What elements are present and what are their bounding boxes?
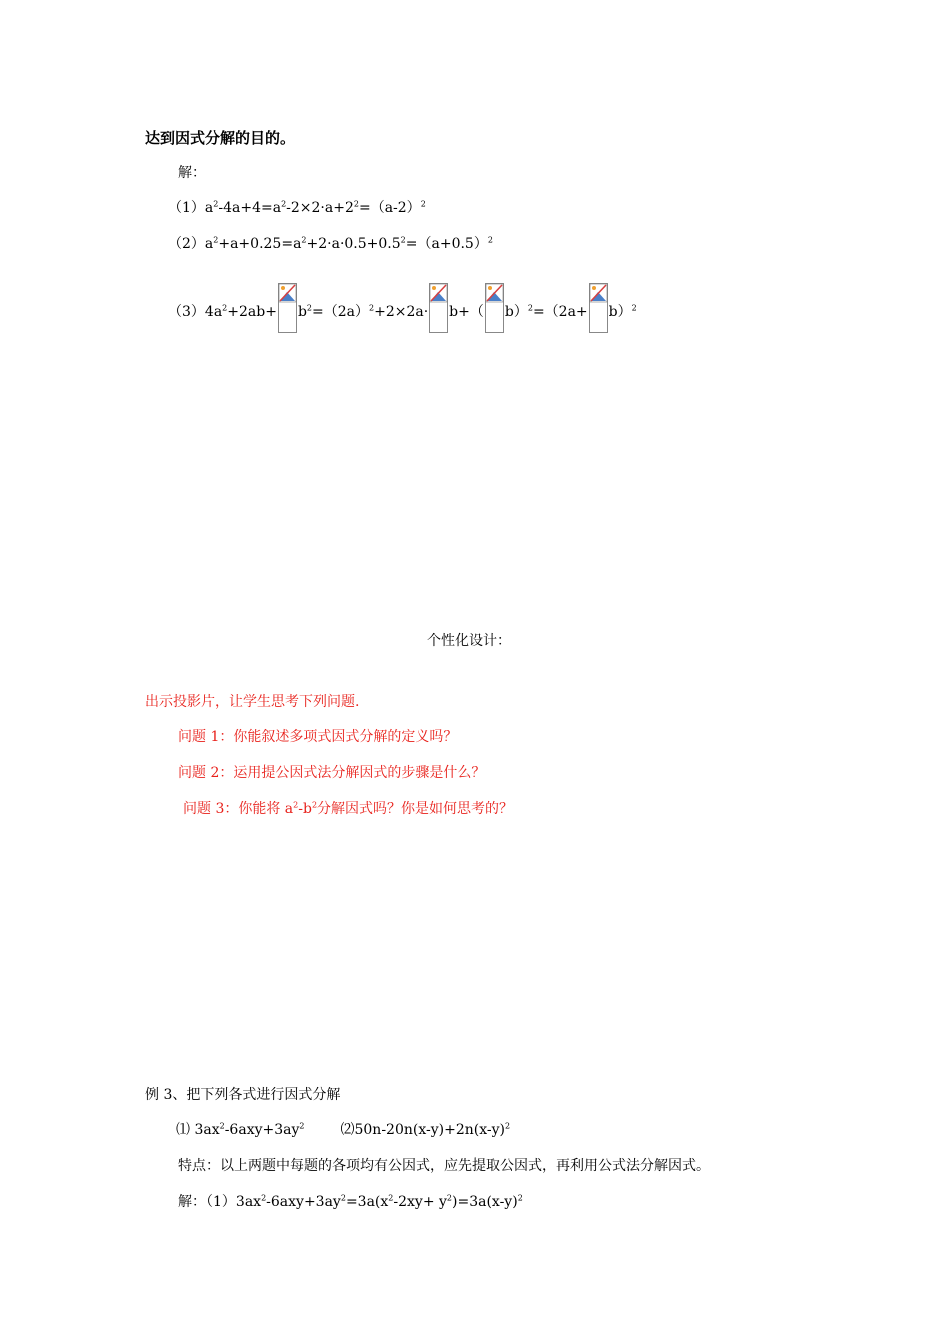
question-2: 问题 2：运用提公因式法分解因式的步骤是什么？: [178, 765, 486, 781]
feature-text: 特点：以上两题中每题的各项均有公因式，应先提取公因式，再利用公式法分解因式。: [178, 1158, 710, 1174]
solution-label: 解：: [178, 165, 206, 181]
example-3-title: 例 3、把下列各式进行因式分解: [145, 1087, 341, 1103]
missing-image-icon: [278, 283, 297, 333]
missing-image-icon: [485, 283, 504, 333]
question-1: 问题 1：你能叙述多项式因式分解的定义吗？: [178, 729, 458, 745]
example-3-items: ⑴ $3ax^2-6axy+3ay^2$ $⑵50n-20n(x-y)+2n(x-y)^2$: [176, 1121, 511, 1138]
solution-example-3: 解：$(1)3ax^2-6axy+3ay^2=3a(x^2-2xy+ y^2)=3a(x-y)^2$: [178, 1193, 523, 1210]
projection-text: 出示投影片，让学生思考下列问题.: [145, 694, 360, 710]
missing-image-icon: [429, 283, 448, 333]
equation-2: $(2)a^2+a+0.25=a^2+2\cdot a\cdot 0.5+0.5^2=(a+0.5)^2$: [168, 235, 493, 252]
equation-1: $(1)a^2-4a+4=a^2-2\times 2\cdot a+2^2=(a-2)^2$: [168, 199, 426, 216]
equation-3: $(3)4a^2+2ab+$ $b^2=(2a)^2+2\times 2a\cdot$ b+（ b）$^2$=（2a+ b）$^2$: [168, 283, 637, 333]
heading: 达到因式分解的目的。: [145, 129, 296, 147]
missing-image-icon: [589, 283, 608, 333]
design-label: 个性化设计：: [427, 633, 511, 649]
question-3: 问题 3：你能将 $a^2-b^2$分解因式吗？你是如何思考的？: [183, 800, 514, 817]
